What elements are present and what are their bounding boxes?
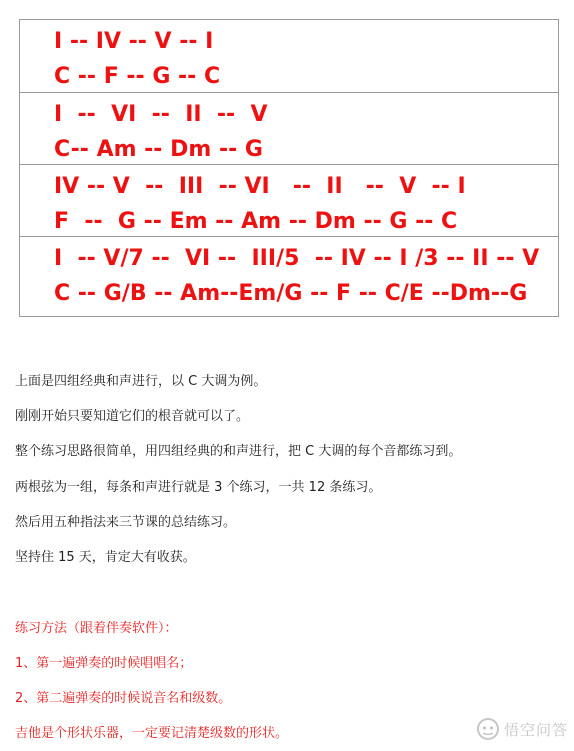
paragraph-root-notes: 刚刚开始只要知道它们的根音就可以了。 [15, 409, 250, 424]
chord-letter-progression: C-- Am -- Dm -- G [54, 137, 263, 162]
chord-row-1 [20, 20, 558, 92]
wukong-logo-icon [476, 717, 500, 741]
practice-heading: 练习方法（跟着伴奏软件）： [15, 621, 178, 636]
paragraph-string-groups: 两根弦为一组，每条和声进行就是 3 个练习，一共 12 条练习。 [15, 480, 382, 495]
paragraph-intro: 上面是四组经典和声进行，以 C 大调为例。 [15, 374, 267, 389]
paragraph-five-fingerings: 然后用五种指法来三节课的总结练习。 [15, 515, 237, 530]
paragraph-practice-idea: 整个练习思路很简单，用四组经典的和声进行，把 C 大调的每个音都练习到。 [15, 444, 462, 459]
chord-letter-progression: C -- F -- G -- C [54, 64, 221, 89]
practice-step-2: 2、第二遍弹奏的时候说音名和级数。 [15, 691, 232, 706]
practice-step-1: 1、第一遍弹奏的时候唱唱名； [15, 656, 193, 671]
chord-row-2 [20, 92, 558, 164]
chord-letter-progression: C -- G/B -- Am--Em/G -- F -- C/E --Dm--G [54, 281, 528, 306]
roman-numeral-progression: IV -- V -- III -- VI -- II -- V -- I [54, 174, 466, 199]
chord-row-4 [20, 236, 558, 316]
chord-row-3 [20, 164, 558, 236]
watermark-text: 悟空问答 [503, 720, 568, 739]
practice-note: 吉他是个形状乐器，一定要记清楚级数的形状。 [15, 726, 289, 741]
watermark [476, 717, 568, 741]
roman-numeral-progression: I -- VI -- II -- V [54, 102, 268, 127]
chord-letter-progression: F -- G -- Em -- Am -- Dm -- G -- C [54, 209, 458, 234]
paragraph-persist: 坚持住 15 天，肯定大有收获。 [15, 550, 196, 565]
roman-numeral-progression: I -- IV -- V -- I [54, 29, 214, 54]
roman-numeral-progression: I -- V/7 -- VI -- III/5 -- IV -- I /3 -- II -- V [54, 246, 540, 271]
chord-progression-table [19, 19, 559, 317]
